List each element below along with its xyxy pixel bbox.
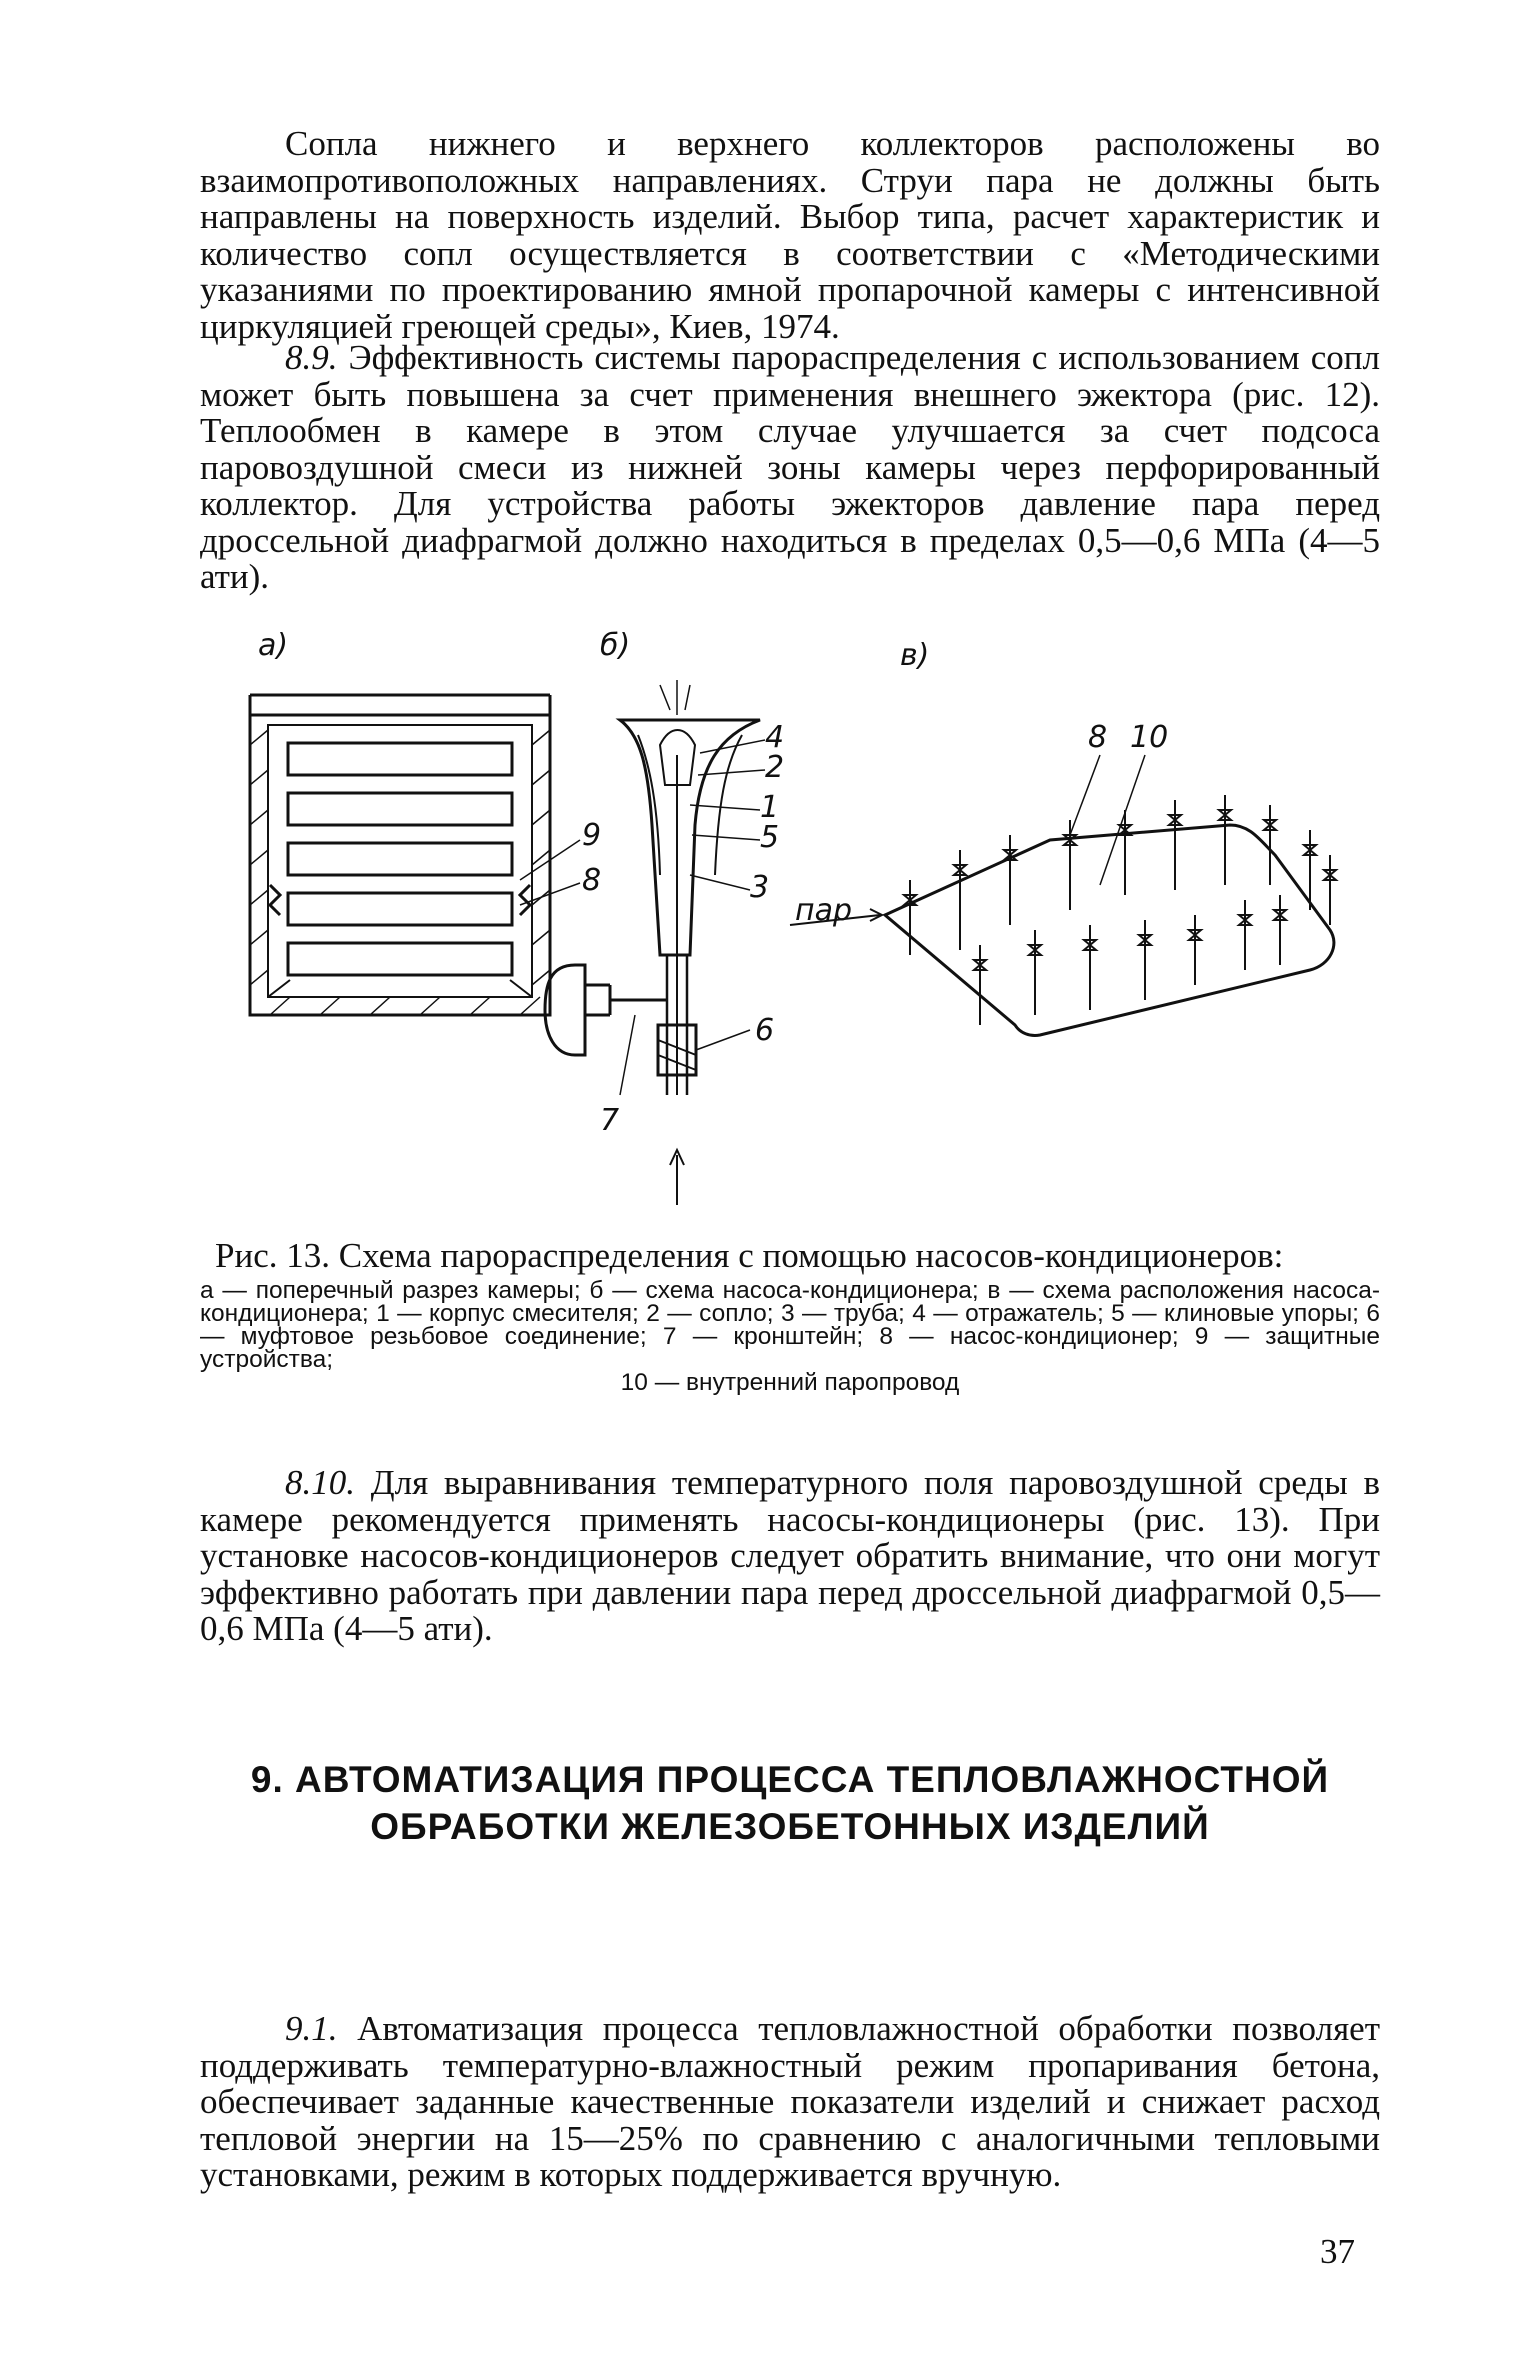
paragraph-text: Эффективность системы парораспределения с использованием сопл может быть повышена за счет применения внешнего эжектора (рис. 12). Теплообмен в камере в этом случае улучшается за счет подсоса паровоздушной смеси из нижней зоны камеры через перфорированный коллектор. Для устройства работы эжекторов давление пара перед дроссельной диафрагмой должно находиться в пределах 0,5—0,6 МПа (4—5 ати).	[200, 338, 1380, 596]
callout-b-5: 5	[760, 820, 780, 855]
callout-a-8: 8	[582, 863, 602, 898]
caption-legend-last: 10 — внутренний паропровод	[620, 1369, 960, 1396]
paragraph-8-10	[200, 1465, 1380, 1648]
panel-label-b: б)	[600, 628, 631, 663]
paragraph-nozzles	[200, 126, 1380, 345]
callout-a-9: 9	[582, 818, 602, 853]
figure-13-drawing	[220, 625, 1380, 1225]
callout-b-7: 7	[600, 1103, 620, 1138]
callout-b-4: 4	[765, 720, 785, 755]
callout-c-10: 10	[1130, 720, 1169, 755]
chamber-cross-section	[250, 695, 580, 1015]
section-heading: 9. АВТОМАТИЗАЦИЯ ПРОЦЕССА ТЕПЛОВЛАЖНОСТНОЙ ОБРАБОТКИ ЖЕЛЕЗОБЕТОННЫХ ИЗДЕЛИЙ	[250, 1759, 1330, 1847]
paragraph-text: Автоматизация процесса тепловлажностной обработки позволяет поддерживать температурно-влажностный режим пропаривания бетона, обеспечивает заданные качественные показатели изделий и снижает расход тепловой энергии на 15—25% по сравнению с аналогичными тепловыми установками, режим в которых поддерживается вручную.	[200, 2009, 1380, 2194]
figure-caption-title: Рис. 13. Схема парораспределения с помощью насосов-кондиционеров:	[215, 1236, 1284, 1275]
callout-b-6: 6	[755, 1013, 775, 1048]
paragraph-8-9	[200, 340, 1380, 596]
steam-label: пар	[795, 893, 853, 928]
paragraph-text: Сопла нижнего и верхнего коллекторов расположены во взаимопротивоположных направлениях. Струи пара не должны быть направлены на поверхность изделий. Выбор типа, расчет характеристик и количество сопл осуществляется в соответствии с «Методическими указаниями по проектированию ямной пропарочной камеры с интенсивной циркуляцией греющей среды», Киев, 1974.	[200, 124, 1380, 346]
pump-conditioner-diagram	[545, 680, 765, 1205]
paragraph-number: 9.1.	[285, 2009, 338, 2048]
page-number: 37	[1320, 2232, 1355, 2271]
callout-c-8: 8	[1088, 720, 1108, 755]
paragraph-9-1	[200, 2011, 1380, 2194]
panel-label-c: в)	[900, 638, 930, 673]
figure-13	[220, 625, 1380, 1225]
callout-b-2: 2	[765, 750, 785, 785]
callout-b-3: 3	[750, 870, 770, 905]
paragraph-text: Для выравнивания температурного поля паровоздушной среды в камере рекомендуется применять насосы-кондиционеры (рис. 13). При установке насосов-кондиционеров следует обратить внимание, что они могут эффективно работать при давлении пара перед дроссельной диафрагмой 0,5—0,6 МПа (4—5 ати).	[200, 1463, 1381, 1648]
paragraph-number: 8.10.	[285, 1463, 355, 1502]
pump-layout-diagram	[790, 755, 1336, 1036]
caption-legend: а — поперечный разрез камеры; б — схема насоса-кондиционера; в — схема расположения насоса-кондиционера; 1 — корпус смесителя; 2 — сопло; 3 — труба; 4 — отражатель; 5 — клиновые упоры; 6 — муфтовое резьбовое соединение; 7 — кронштейн; 8 — насос-кондиционер; 9 — защитные устройства;	[200, 1277, 1380, 1373]
callout-b-1: 1	[760, 790, 780, 825]
paragraph-number: 8.9.	[285, 338, 338, 377]
panel-label-a: а)	[258, 628, 289, 663]
figure-caption-body	[200, 1279, 1380, 1394]
